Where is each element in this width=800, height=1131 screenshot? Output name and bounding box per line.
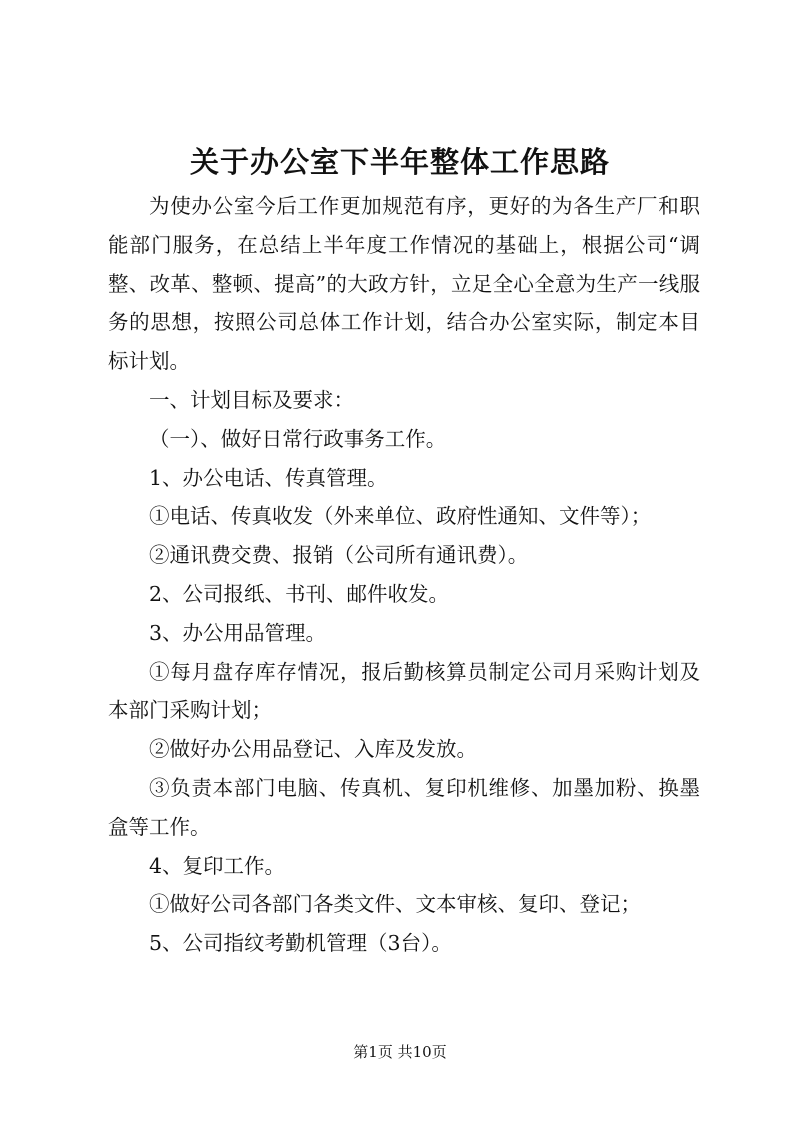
list-item: 1、办公电话、传真管理。 [149, 465, 388, 490]
list-item: 2、公司报纸、书刊、邮件收发。 [149, 581, 450, 606]
list-item: ②做好办公用品登记、入库及发放。 [149, 737, 477, 762]
list-item: ①做好公司各部门各类文件、文本审核、复印、登记； [149, 892, 641, 917]
list-item: ①每月盘存库存情况，报后勤核算员制定公司月采购计划及本部门采购计划； [108, 659, 700, 723]
list-item: 3、办公用品管理。 [149, 620, 327, 645]
list-item: ②通讯费交费、报销（公司所有通讯费）。 [149, 543, 529, 568]
section-heading-1: 一、计划目标及要求： [149, 387, 354, 412]
page-number-footer: 第1页 共10页 [353, 1043, 447, 1061]
document-title: 关于办公室下半年整体工作思路 [189, 145, 610, 179]
list-item: 4、复印工作。 [149, 853, 286, 878]
list-item: ③负责本部门电脑、传真机、复印机维修、加墨加粉、换墨盒等工作。 [108, 775, 700, 839]
paragraph-intro: 为使办公室今后工作更加规范有序，更好的为各生产厂和职能部门服务，在总结上半年度工作情况的基础上，根据公司“调整、改革、整顿、提高”的大政方针，立足全心全意为生产一线服务的思想，按照公司总体工作计划，结合办公室实际，制定本目标计划。 [108, 194, 700, 374]
list-item: 5、公司指纹考勤机管理（3台）。 [149, 931, 452, 956]
list-item: ①电话、传真收发（外来单位、政府性通知、文件等）； [149, 504, 652, 529]
subsection-heading-1: （一）、做好日常行政事务工作。 [149, 426, 447, 451]
document-body [108, 187, 700, 963]
